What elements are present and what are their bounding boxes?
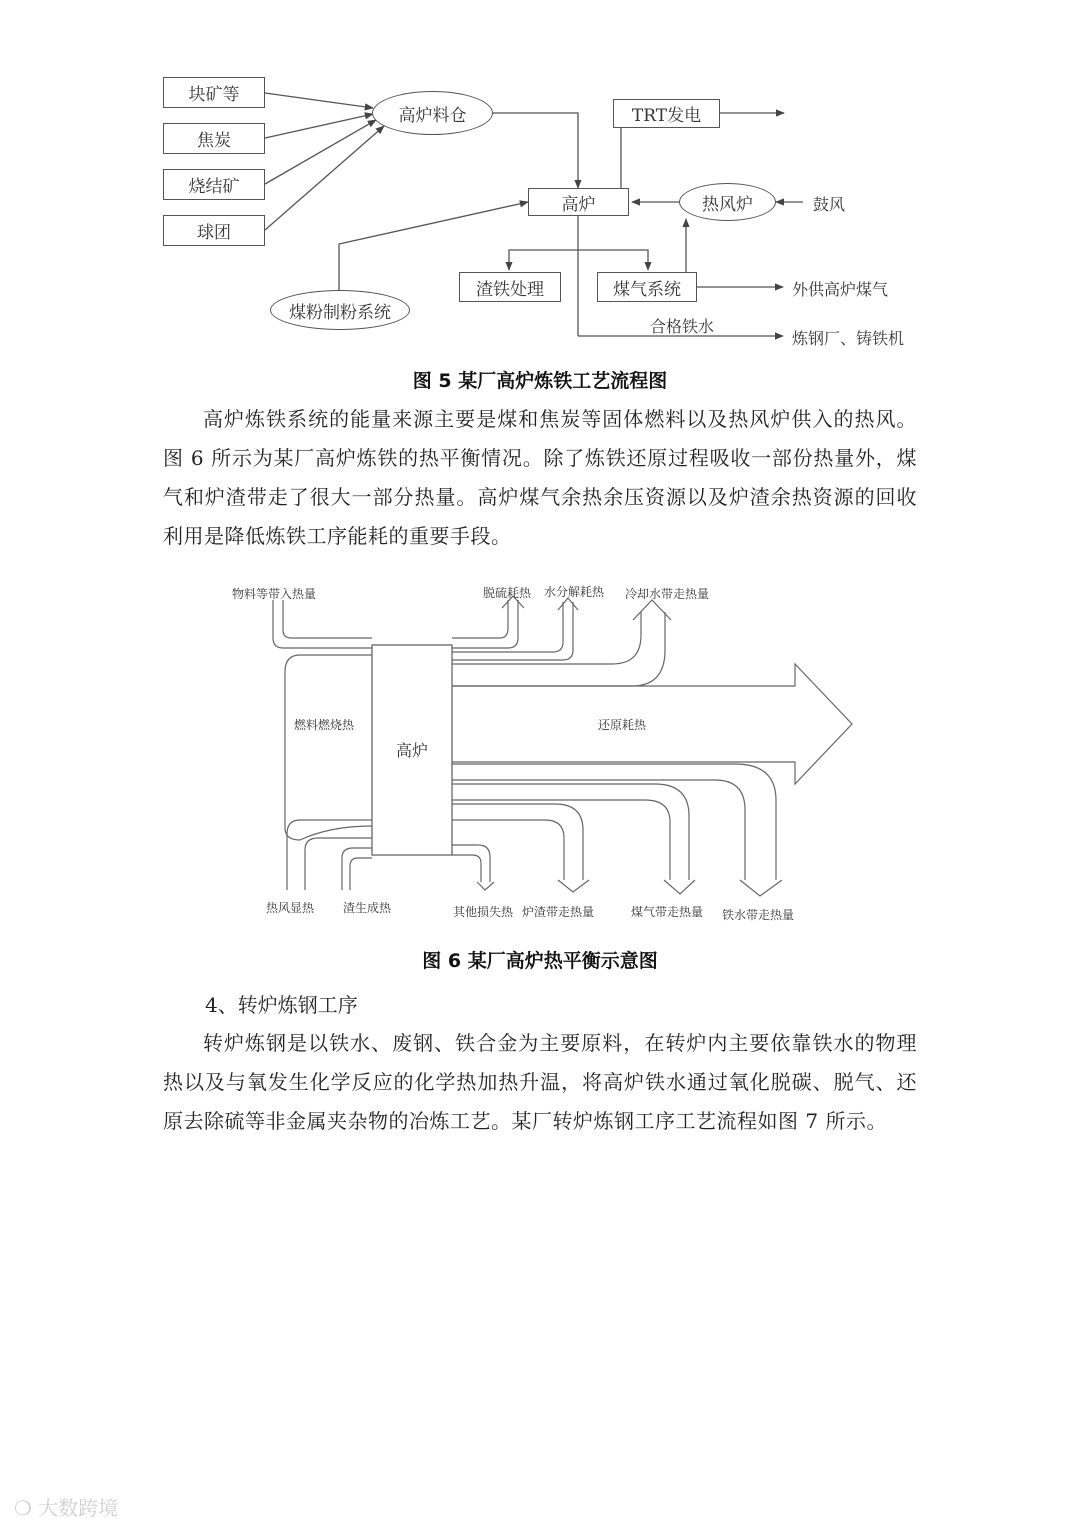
paragraph-1-text: 高炉炼铁系统的能量来源主要是煤和焦炭等固体燃料以及热风炉供入的热风。图 6 所示为某厂高炉炼铁的热平衡情况。除了炼铁还原过程吸收一部份热量外，煤气和炉渣带走了很大一部分热量。高炉煤气余热余压资源以及炉渣余热资源的回收利用是降低炼铁工序能耗的重要手段。 [163,407,917,548]
water-decomposition-label: 水分解耗热 [544,585,605,599]
qualified-iron-label: 合格铁水 [650,317,715,336]
watermark [14,1492,118,1521]
hot-stove-ellipse: 热风炉 [679,183,776,221]
cooling-water-label: 冷却水带走热量 [625,587,710,601]
blower-label: 鼓风 [813,195,846,214]
slag-formation-label: 渣生成热 [343,901,392,915]
gas-system-box: 煤气系统 [597,272,697,302]
sinter-box: 烧结矿 [163,169,265,200]
material-heat-label: 物料等带入热量 [232,587,317,601]
slag-processing-box: 渣铁处理 [459,272,561,302]
watermark-text: 大数跨境 [38,1496,119,1520]
other-loss-label: 其他损失热 [453,905,514,919]
watermark-logo-icon: ❍ [14,1496,39,1520]
fuel-combustion-label: 燃料燃烧热 [294,718,355,732]
ore-box: 块矿等 [163,77,265,108]
reduction-heat-label: 还原耗热 [598,718,647,732]
gas-out-label: 煤气带走热量 [631,905,704,919]
furnace-center-label: 高炉 [395,741,428,760]
steel-plant-label: 炼钢厂、铸铁机 [792,329,905,348]
desulfurization-label: 脱硫耗热 [483,586,532,600]
section-heading: 4、转炉炼钢工序 [205,993,358,1017]
external-gas-label: 外供高炉煤气 [792,280,889,299]
hopper-bin-ellipse: 高炉料仓 [372,91,493,135]
figure-5-caption: 图 5 某厂高炉炼铁工艺流程图 [412,370,668,392]
pellet-box: 球团 [163,215,265,246]
figure-6-caption: 图 6 某厂高炉热平衡示意图 [422,950,658,972]
trt-box: TRT发电 [613,99,720,128]
blast-furnace-box: 高炉 [528,188,629,216]
slag-out-label: 炉渣带走热量 [522,905,595,919]
coal-mill-ellipse: 煤粉制粉系统 [270,290,410,330]
coke-box: 焦炭 [163,123,265,154]
hot-blast-heat-label: 热风显热 [266,901,315,915]
paragraph-2-text: 转炉炼钢是以铁水、废钢、铁合金为主要原料，在转炉内主要依靠铁水的物理热以及与氧发生化学反应的化学热加热升温，将高炉铁水通过氧化脱碳、脱气、还原去除硫等非金属夹杂物的冶炼工艺。某厂转炉炼钢工序工艺流程如图 7 所示。 [163,1031,917,1133]
iron-out-label: 铁水带走热量 [722,908,795,922]
paragraph-2 [163,1024,917,1141]
